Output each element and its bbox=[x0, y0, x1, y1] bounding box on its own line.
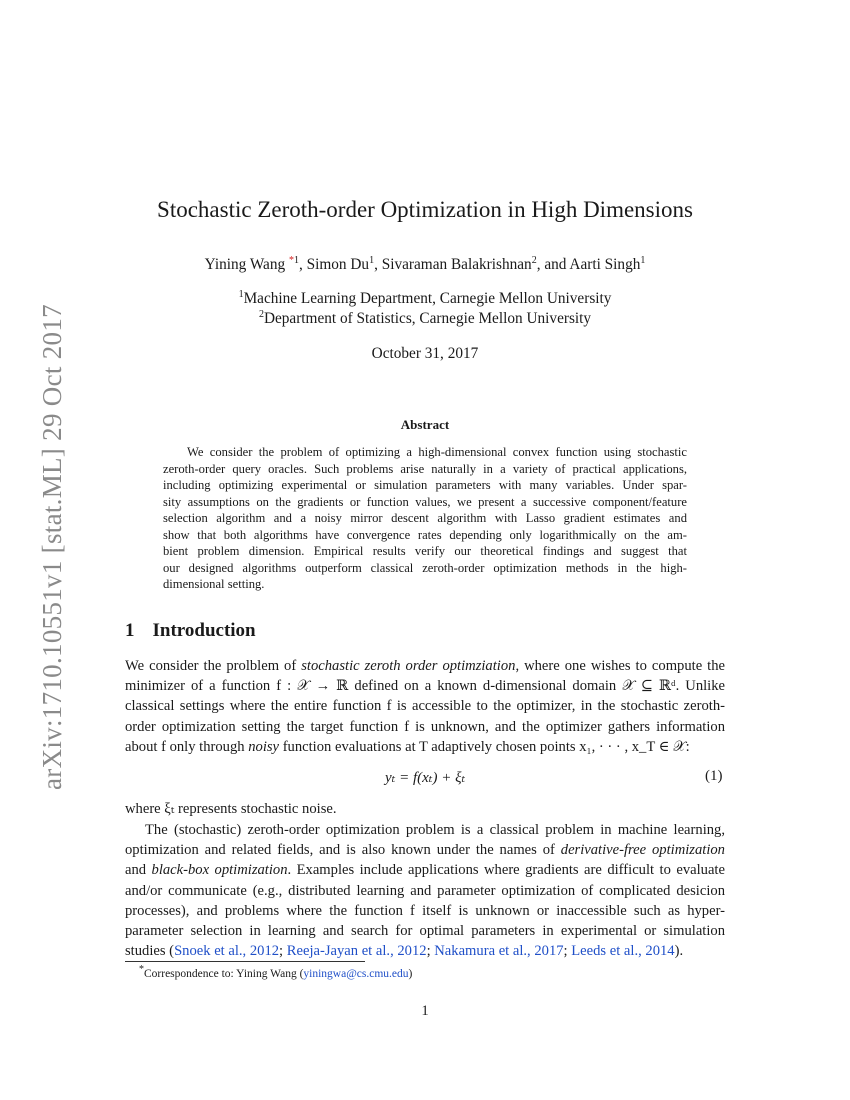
abstract-line: We consider the problem of optimizing a high-dimensional convex function using stochastic bbox=[187, 445, 687, 459]
body-line: where ξₜ represents stochastic noise. bbox=[125, 801, 337, 817]
body-line: processes), and problems where the function f itself is unknown or inaccessible such as hyper- bbox=[125, 902, 725, 919]
affiliation-sup: 2 bbox=[531, 255, 537, 266]
citation-link[interactable]: Snoek et al., 2012 bbox=[174, 943, 280, 960]
section-title: Introduction bbox=[152, 620, 256, 641]
affiliation-1: $^1$Machine Learning Department, Carnegie Mellon University bbox=[238, 289, 612, 308]
body-line: parameter selection in learning and search for optimal parameters in experimental or simulation bbox=[125, 923, 725, 940]
affiliation-sup: 1 bbox=[293, 255, 299, 266]
abstract-heading: Abstract bbox=[400, 417, 450, 432]
emphasis-text: derivative-free optimization bbox=[560, 842, 725, 859]
arxiv-identifier-stamp: arXiv:1710.10551v1 [stat.ML] 29 Oct 2017 bbox=[37, 304, 67, 790]
abstract-line: selection algorithm and a noisy mirror descent algorithm with Lasso gradient estimates and bbox=[163, 511, 687, 525]
body-line: optimization and related fields, and is also known under the names of derivative-free optimization bbox=[125, 842, 725, 859]
correspondence-marker[interactable]: * bbox=[288, 255, 294, 266]
abstract-line: dimensional setting. bbox=[163, 577, 265, 591]
body-line: minimizer of a function f : 𝒳 → ℝ defined on a known d-dimensional domain 𝒳 ⊆ ℝᵈ. Unlike bbox=[125, 678, 725, 695]
abstract-body bbox=[163, 444, 687, 593]
page-number: 1 bbox=[421, 1003, 429, 1019]
email-link[interactable]: yiningwa@cs.cmu.edu bbox=[303, 967, 409, 980]
abstract-line: sity assumptions on the gradients or function values, we present a successive component/feature bbox=[163, 494, 687, 509]
intro-paragraph-1 bbox=[125, 656, 725, 757]
publication-date: October 31, 2017 bbox=[371, 345, 479, 362]
author-name: , Sivaraman Balakrishnan bbox=[374, 256, 532, 274]
affiliation-2: $^2$Department of Statistics, Carnegie Mellon University bbox=[258, 309, 592, 328]
affiliation-sup: 1 bbox=[640, 255, 646, 266]
body-line: order optimization setting the target function f is unknown, and the optimizer gathers information bbox=[125, 718, 725, 735]
body-line: We consider the prolblem of stochastic zeroth order optimziation, where one wishes to compute the bbox=[125, 658, 725, 674]
footnote-divider bbox=[125, 961, 365, 962]
section-number: 1 bbox=[125, 620, 135, 641]
author-name: , Simon Du bbox=[298, 256, 370, 274]
author-name: Yining Wang bbox=[204, 256, 286, 274]
abstract-line: our designed algorithms outperform classical zeroth-order optimization methods in the high- bbox=[163, 560, 687, 575]
emphasis-text: black-box optimization bbox=[151, 862, 288, 879]
body-line: The (stochastic) zeroth-order optimization problem is a classical problem in machine learning, bbox=[145, 822, 725, 838]
equation-body: yₜ = f(xₜ) + ξₜ bbox=[385, 770, 466, 786]
abstract-line: including optimizing experimental or simulation parameters with many variables. Under spar- bbox=[163, 478, 687, 492]
body-line: and black-box optimization. Examples include applications where gradients are difficult to evaluate bbox=[125, 862, 725, 879]
body-line: and/or communicate (e.g., distributed learning and parameter optimization of complicated desicion bbox=[125, 882, 725, 899]
emphasis-text: stochastic zeroth order optimziation bbox=[301, 658, 516, 674]
abstract-line: show that both algorithms have convergence rates depending only logarithmically on the am- bbox=[163, 527, 687, 542]
paper-title: Stochastic Zeroth-order Optimization in High Dimensions bbox=[157, 197, 693, 222]
author-list bbox=[0, 255, 850, 274]
equation-number: (1) bbox=[705, 768, 723, 784]
affiliation-sup: 1 bbox=[369, 255, 375, 266]
citation-link[interactable]: Leeds et al., 2014 bbox=[571, 943, 675, 960]
body-line: about f only through noisy function evaluations at T adaptively chosen points x₁, · · · , x_T ∈ 𝒳: bbox=[125, 738, 690, 755]
citation-link[interactable]: Reeja-Jayan et al., 2012 bbox=[286, 943, 427, 960]
emphasis-text: noisy bbox=[248, 738, 280, 755]
abstract-line: zeroth-order query oracles. Such problems arise naturally in a variety of practical applications, bbox=[163, 461, 687, 476]
intro-paragraph-3 bbox=[125, 820, 725, 961]
footnote: *Correspondence to: Yining Wang (yiningwa@cs.cmu.edu) bbox=[139, 964, 413, 980]
abstract-line: bient problem dimension. Empirical results verify our theoretical findings and suggest that bbox=[163, 544, 687, 558]
section-heading bbox=[125, 620, 256, 642]
author-name: , and Aarti Singh bbox=[536, 256, 641, 274]
body-line: classical settings where the entire function f is accessible to the optimizer, in the stochastic zeroth- bbox=[125, 698, 725, 715]
citation-link[interactable]: Nakamura et al., 2017 bbox=[434, 943, 564, 960]
intro-paragraph-2 bbox=[125, 799, 725, 819]
footnote-mark: * bbox=[139, 964, 144, 975]
body-line: studies (Snoek et al., 2012; Reeja-Jayan et al., 2012; Nakamura et al., 2017; Leeds et al., 2014). bbox=[125, 943, 684, 960]
